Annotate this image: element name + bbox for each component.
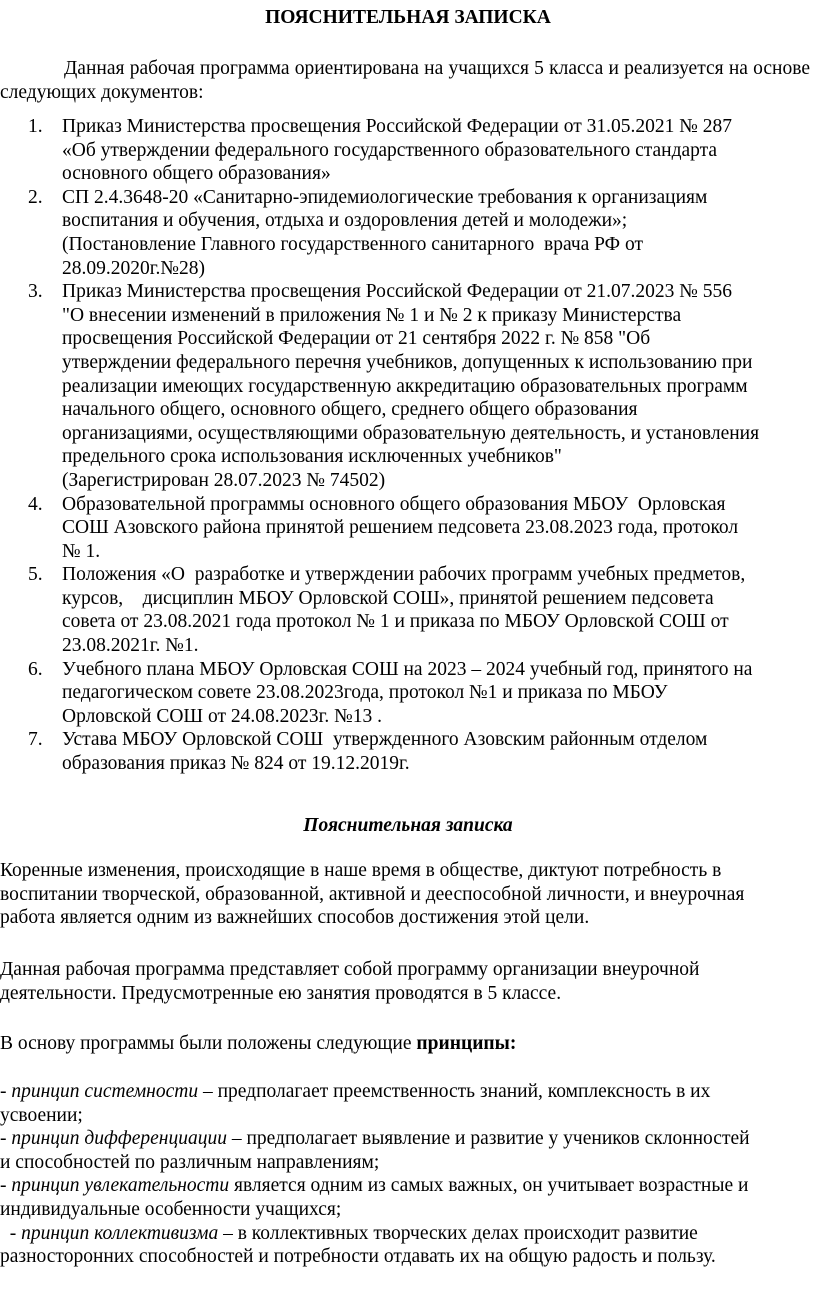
principle-continuation: и способностей по различным направлениям;: [0, 1151, 380, 1173]
list-item-number: 7.: [28, 729, 43, 751]
list-item: [0, 186, 812, 280]
list-item-line: основного общего образования»: [62, 163, 331, 185]
principles-intro-bold: принципы:: [416, 1033, 517, 1054]
list-item-line: Приказ Министерства просвещения Российской Федерации от 31.05.2021 № 287: [62, 116, 732, 137]
list-item-line: Учебного плана МБОУ Орловская СОШ на 2023 – 2024 учебный год, принятого на: [62, 658, 753, 680]
list-item: [0, 563, 812, 657]
principle-name: принцип увлекательности: [11, 1175, 230, 1197]
paragraph-changes: [0, 859, 812, 930]
paragraph-line: работа является одним из важнейших способов достижения этой цели.: [0, 907, 590, 929]
list-item-line: предельного срока использования исключенных учебников": [62, 446, 562, 468]
list-item-line: Приказ Министерства просвещения Российской Федерации от 21.07.2023 № 556: [62, 281, 732, 303]
list-item-line: организациями, осуществляющими образовательную деятельность, и установления: [62, 422, 760, 444]
principle-prefix: -: [0, 1222, 22, 1244]
list-item-line: СП 2.4.3648-20 «Санитарно-эпидемиологические требования к организациям: [62, 186, 708, 208]
list-item: [0, 728, 812, 775]
list-item-line: Образовательной программы основного общего образования МБОУ Орловская: [62, 493, 726, 515]
principle-continuation: индивидуальные особенности учащихся;: [0, 1198, 342, 1220]
principle-continuation: разносторонних способностей и потребности отдавать их на общую радость и пользу.: [0, 1246, 716, 1268]
list-item-number: 1.: [28, 116, 43, 137]
principle-name: принцип коллективизма: [21, 1222, 219, 1244]
list-item-line: Устава МБОУ Орловской СОШ утвержденного Азовским районным отделом: [62, 729, 708, 751]
list-item-line: педагогическом совете 23.08.2023года, протокол №1 и приказа по МБОУ: [62, 682, 668, 704]
list-item-line: совета от 23.08.2021 года протокол № 1 и приказа по МБОУ Орловской СОШ от: [62, 611, 729, 633]
principle-line: [0, 1222, 812, 1246]
list-item-number: 2.: [28, 186, 43, 208]
principle-prefix: -: [0, 1175, 12, 1197]
principle-continuation: усвоении;: [0, 1104, 83, 1126]
paragraph-program: [0, 958, 812, 1005]
paragraph-line: воспитании творческой, образованной, активной и дееспособной личности, и внеурочная: [0, 883, 745, 905]
list-item-line: образования приказ № 824 от 19.12.2019г.: [62, 753, 410, 775]
paragraph-line: Коренные изменения, происходящие в наше время в обществе, диктуют потребность в: [0, 860, 722, 881]
list-item-line: реализации имеющих государственную аккредитацию образовательных программ: [62, 375, 748, 397]
principle-line: [0, 1127, 812, 1151]
list-item-number: 6.: [28, 658, 43, 680]
list-item-line: "О внесении изменений в приложения № 1 и № 2 к приказу Министерства: [62, 304, 682, 326]
list-item: [0, 658, 812, 729]
principle-line: [0, 1174, 812, 1198]
list-item-line: 23.08.2021г. №1.: [62, 635, 199, 657]
principle-description: – предполагает выявление и развитие у учеников склонностей: [226, 1128, 750, 1150]
list-item-line: Положения «О разработке и утверждении рабочих программ учебных предметов,: [62, 564, 746, 586]
principle-prefix: -: [0, 1081, 12, 1102]
list-item-line: (Постановление Главного государственного санитарного врача РФ от: [62, 233, 643, 255]
documents-list: [0, 115, 812, 776]
principle-description: – предполагает преемственность знаний, комплексность в их: [198, 1081, 711, 1102]
list-item-number: 3.: [28, 281, 43, 303]
list-item: [0, 115, 812, 186]
paragraph-line: Данная рабочая программа представляет собой программу организации внеурочной: [0, 959, 700, 980]
paragraph-line: деятельности. Предусмотренные ею занятия проводятся в 5 классе.: [0, 982, 562, 1004]
list-item-line: № 1.: [62, 540, 101, 562]
list-item-number: 4.: [28, 493, 43, 515]
intro-paragraph: Данная рабочая программа ориентирована на учащихся 5 класса и реализуется на основе следующих документов:: [0, 58, 810, 103]
list-item-line: Орловской СОШ от 24.08.2023г. №13 .: [62, 705, 383, 727]
paragraph-principles-intro: [0, 1032, 812, 1056]
list-item-line: утверждении федерального перечня учебников, допущенных к использованию при: [62, 351, 753, 373]
list-item-line: воспитания и обучения, отдыха и оздоровления детей и молодежи»;: [62, 210, 628, 232]
list-item-number: 5.: [28, 564, 43, 586]
list-item-line: 28.09.2020г.№28): [62, 257, 206, 279]
section-subtitle: Пояснительная записка: [303, 815, 513, 836]
principles-list: [0, 1080, 812, 1269]
list-item: [0, 280, 812, 492]
list-item-line: «Об утверждении федерального государственного образовательного стандарта: [62, 139, 718, 161]
list-item-line: (Зарегистрирован 28.07.2023 № 74502): [62, 469, 386, 491]
paragraph-line: [0, 1032, 812, 1056]
principle-prefix: -: [0, 1128, 12, 1150]
list-item-line: СОШ Азовского района принятой решением педсовета 23.08.2023 года, протокол: [62, 517, 739, 539]
principles-intro-text: В основу программы были положены следующие: [0, 1033, 417, 1054]
principle-line: [0, 1080, 812, 1104]
list-item-line: курсов, дисциплин МБОУ Орловской СОШ», принятой решением педсовета: [62, 587, 714, 609]
list-item-line: начального общего, основного общего, среднего общего образования: [62, 399, 638, 421]
principle-description: – в коллективных творческих делах происходит развитие: [218, 1222, 698, 1244]
list-item-line: просвещения Российской Федерации от 21 сентября 2022 г. № 858 "Об: [62, 328, 651, 350]
list-item: [0, 493, 812, 564]
principle-name: принцип системности: [11, 1081, 199, 1102]
document-title: ПОЯСНИТЕЛЬНАЯ ЗАПИСКА: [265, 7, 551, 28]
principle-name: принцип дифференциации: [11, 1128, 227, 1150]
principle-description: является одним из самых важных, он учитывает возрастные и: [229, 1175, 749, 1197]
